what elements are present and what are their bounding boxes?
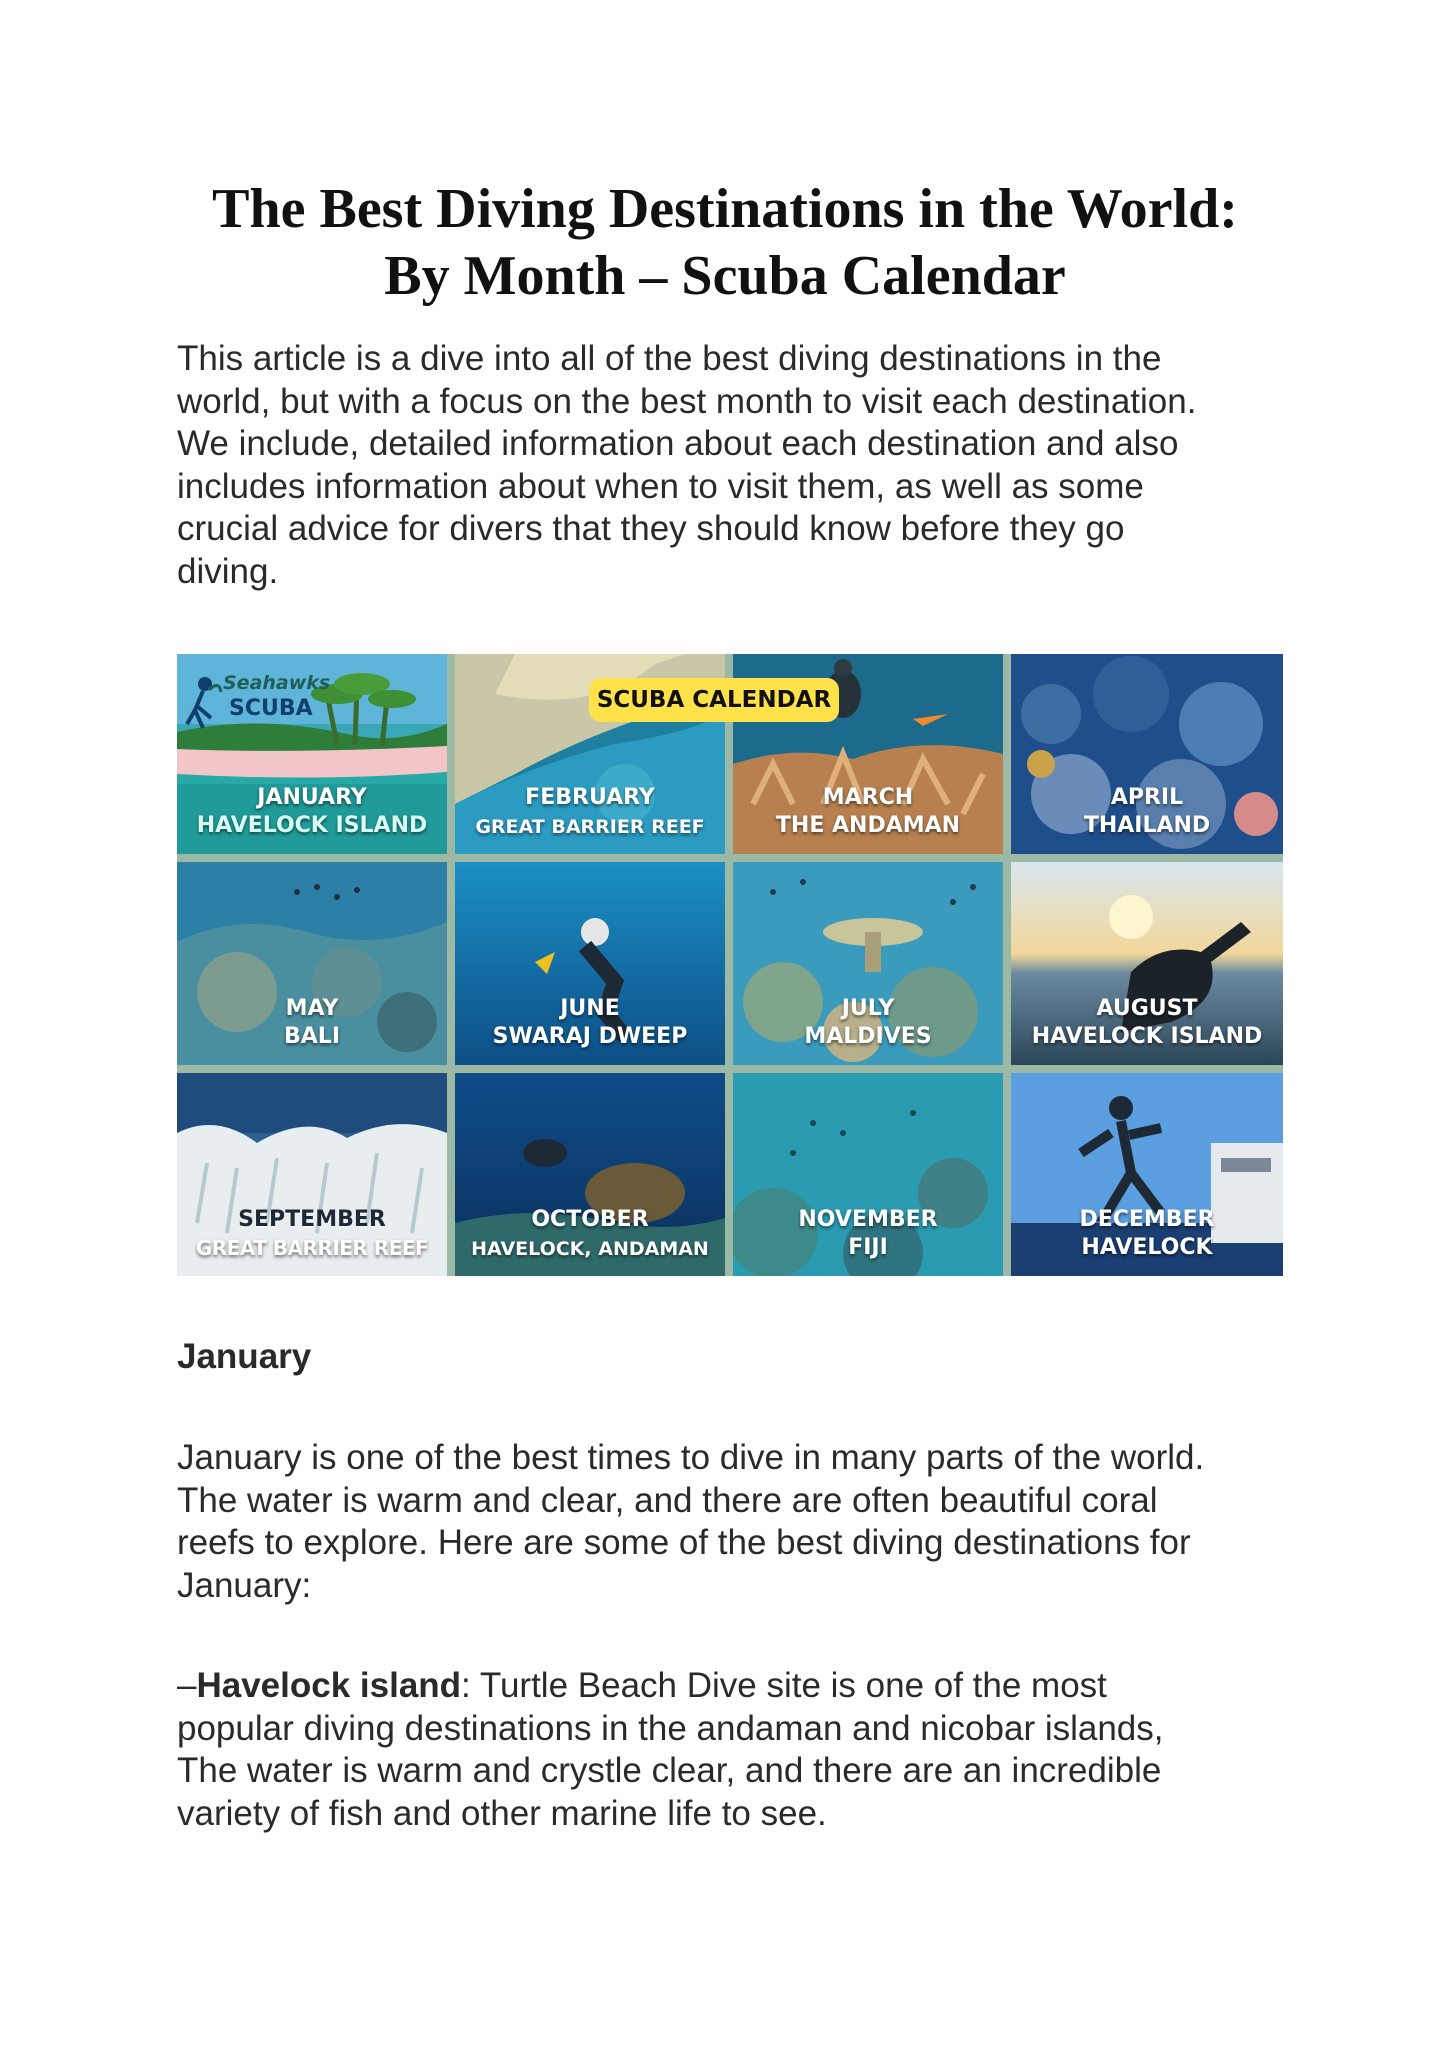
paragraph-line: January: bbox=[177, 1565, 312, 1605]
tile-month: OCTOBER bbox=[531, 1207, 649, 1232]
intro-line: world, but with a focus on the best month to visit each destination. bbox=[177, 381, 1197, 421]
tile-month: MAY bbox=[285, 996, 339, 1021]
tile-month: JULY bbox=[841, 996, 895, 1021]
tile-place: HAVELOCK ISLAND bbox=[1031, 1024, 1263, 1049]
logo-text-line1: Seahawks bbox=[223, 672, 331, 694]
tile-place: THE ANDAMAN bbox=[775, 813, 961, 838]
intro-line: We include, detailed information about each destination and also bbox=[177, 424, 1179, 463]
diver-logo-icon bbox=[183, 674, 223, 730]
intro-line: This article is a dive into all of the best diving destinations in the bbox=[177, 339, 1162, 378]
title-line-1: The Best Diving Destinations in the World: bbox=[212, 178, 1238, 240]
tile-place: FIJI bbox=[848, 1235, 888, 1260]
tile-month: DECEMBER bbox=[1079, 1207, 1215, 1232]
paragraph-line: popular diving destinations in the andaman and nicobar islands, bbox=[177, 1708, 1164, 1748]
tile-january bbox=[177, 654, 447, 854]
tile-august bbox=[1011, 862, 1283, 1065]
tile-place: HAVELOCK, ANDAMAN bbox=[471, 1238, 709, 1260]
tile-place: MALDIVES bbox=[804, 1024, 932, 1049]
tile-place: BALI bbox=[284, 1024, 340, 1049]
havelock-paragraph bbox=[177, 1665, 1297, 1835]
paragraph-line: reefs to explore. Here are some of the best diving destinations for bbox=[177, 1523, 1191, 1562]
tile-november bbox=[733, 1073, 1003, 1276]
tile-month: APRIL bbox=[1110, 785, 1184, 810]
title-line-2: By Month – Scuba Calendar bbox=[384, 245, 1066, 307]
scuba-calendar-image bbox=[177, 654, 1283, 1276]
destination-description: : Turtle Beach Dive site is one of the most bbox=[461, 1666, 1107, 1705]
paragraph-line: variety of fish and other marine life to see. bbox=[177, 1793, 827, 1833]
tile-month: MARCH bbox=[822, 785, 914, 810]
tile-june bbox=[455, 862, 725, 1065]
page-title bbox=[150, 176, 1300, 310]
tile-october bbox=[455, 1073, 725, 1276]
section-heading-january: January bbox=[177, 1337, 312, 1376]
tile-month: JANUARY bbox=[257, 785, 367, 810]
tile-place: GREAT BARRIER REEF bbox=[195, 1236, 429, 1260]
tile-month: FEBRUARY bbox=[525, 785, 655, 810]
tile-month: AUGUST bbox=[1096, 996, 1198, 1021]
tile-december bbox=[1011, 1073, 1283, 1276]
intro-line: includes information about when to visit them, as well as some bbox=[177, 466, 1144, 506]
tile-month: SEPTEMBER bbox=[238, 1207, 386, 1232]
tile-place: SWARAJ DWEEP bbox=[492, 1024, 688, 1049]
tile-month: NOVEMBER bbox=[798, 1207, 938, 1232]
intro-line: crucial advice for divers that they should know before they go bbox=[177, 509, 1125, 548]
tile-place: GREAT BARRIER REEF bbox=[475, 816, 705, 838]
seahawks-logo bbox=[183, 668, 331, 734]
paragraph-line: The water is warm and crystle clear, and there are an incredible bbox=[177, 1751, 1162, 1790]
paragraph-line bbox=[177, 1665, 1297, 1708]
tile-july bbox=[733, 862, 1003, 1065]
tile-april bbox=[1011, 654, 1283, 854]
dash-prefix: – bbox=[177, 1666, 197, 1705]
logo-text-line2: SCUBA bbox=[229, 696, 313, 721]
tile-month: JUNE bbox=[560, 996, 620, 1021]
destination-name: Havelock island bbox=[196, 1666, 462, 1705]
tile-may bbox=[177, 862, 447, 1065]
intro-line: diving. bbox=[177, 551, 279, 591]
tile-september bbox=[177, 1073, 447, 1276]
paragraph-line: The water is warm and clear, and there are often beautiful coral bbox=[177, 1480, 1158, 1520]
tile-place: THAILAND bbox=[1083, 813, 1211, 838]
tile-place: HAVELOCK ISLAND bbox=[196, 813, 428, 838]
paragraph-line: January is one of the best times to dive in many parts of the world. bbox=[177, 1438, 1205, 1477]
scuba-calendar-banner: SCUBA CALENDAR bbox=[589, 678, 839, 722]
january-paragraph bbox=[177, 1437, 1297, 1607]
intro-paragraph bbox=[177, 338, 1297, 593]
tile-place: HAVELOCK bbox=[1081, 1235, 1213, 1260]
